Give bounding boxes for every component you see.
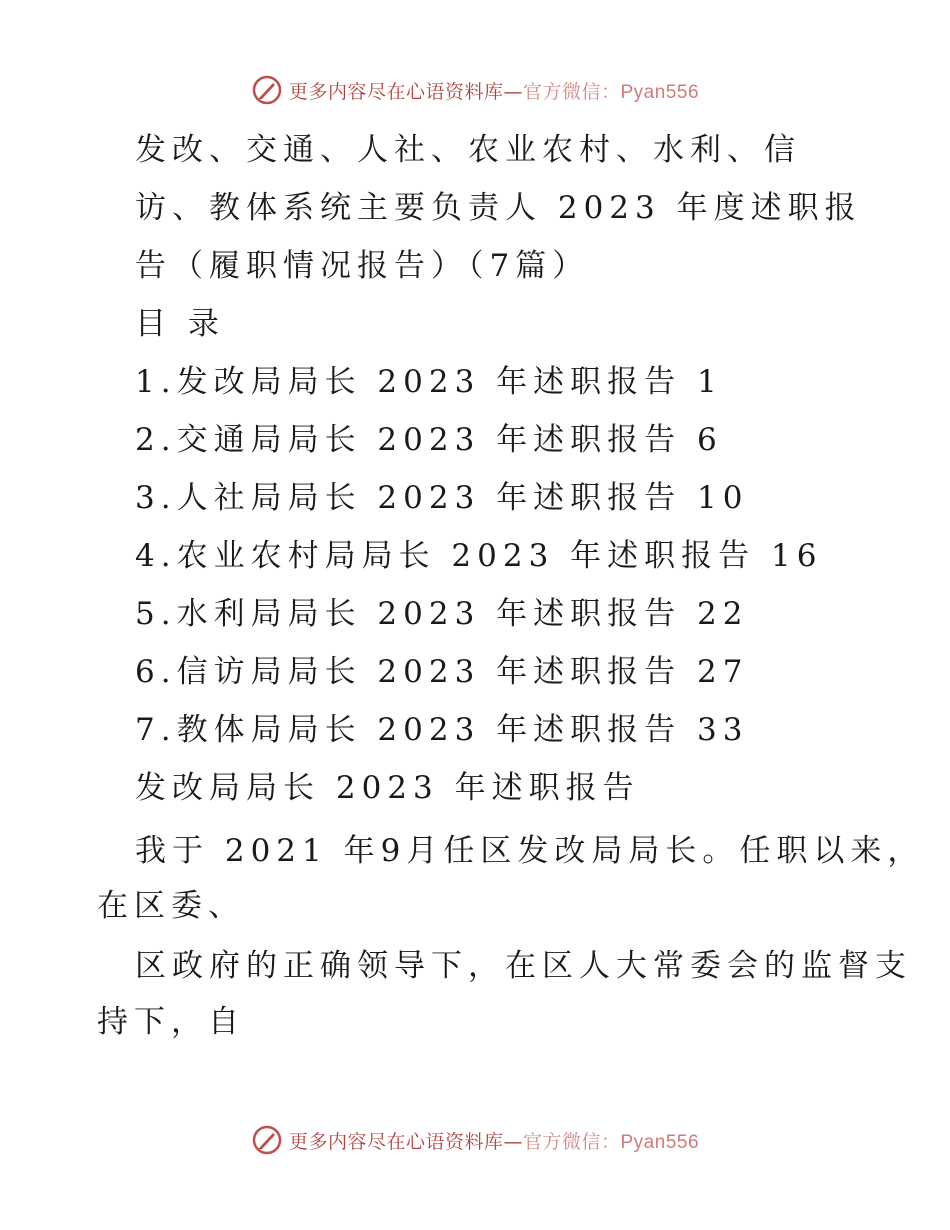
watermark-main: 更多内容尽在心语资料库 bbox=[288, 80, 504, 103]
footer-watermark bbox=[0, 1120, 950, 1160]
watermark-dash: — bbox=[503, 1130, 523, 1153]
toc-item-7: 7.教体局局长 2023 年述职报告 33 bbox=[135, 712, 749, 748]
doc-title-line-2: 访、教体系统主要负责人 2023 年度述职报 bbox=[135, 190, 862, 226]
toc-item-2: 2.交通局局长 2023 年述职报告 6 bbox=[135, 422, 723, 458]
watermark-id: Pyan556 bbox=[620, 81, 700, 103]
doc-title-line-3: 告（履职情况报告）（7篇） bbox=[135, 248, 590, 284]
body-line-1: 我于 2021 年9月任区发改局局长。任职以来， bbox=[135, 833, 925, 869]
body-line-2: 在区委、 bbox=[97, 888, 245, 924]
body-line-4: 持下，自 bbox=[97, 1004, 245, 1040]
quill-logo-icon bbox=[251, 1124, 283, 1156]
watermark-text bbox=[289, 77, 699, 104]
watermark-main: 更多内容尽在心语资料库 bbox=[288, 1130, 504, 1153]
watermark-id: Pyan556 bbox=[620, 1131, 700, 1153]
section-heading: 发改局局长 2023 年述职报告 bbox=[135, 770, 640, 806]
body-line-3: 区政府的正确领导下，在区人大常委会的监督支 bbox=[135, 948, 912, 984]
toc-item-6: 6.信访局局长 2023 年述职报告 27 bbox=[135, 654, 749, 690]
watermark-sub: 官方微信： bbox=[522, 80, 621, 103]
watermark-dash: — bbox=[503, 80, 523, 103]
toc-item-1: 1.发改局局长 2023 年述职报告 1 bbox=[135, 364, 723, 400]
toc-item-4: 4.农业农村局局长 2023 年述职报告 16 bbox=[135, 538, 823, 574]
toc-item-3: 3.人社局局长 2023 年述职报告 10 bbox=[135, 480, 749, 516]
quill-logo-icon bbox=[251, 74, 283, 106]
doc-title-line-1: 发改、交通、人社、农业农村、水利、信 bbox=[135, 132, 801, 168]
toc-item-5: 5.水利局局长 2023 年述职报告 22 bbox=[135, 596, 749, 632]
header-watermark bbox=[0, 70, 950, 110]
watermark-sub: 官方微信： bbox=[522, 1130, 621, 1153]
toc-heading: 目 录 bbox=[135, 306, 225, 342]
watermark-text bbox=[289, 1127, 699, 1154]
